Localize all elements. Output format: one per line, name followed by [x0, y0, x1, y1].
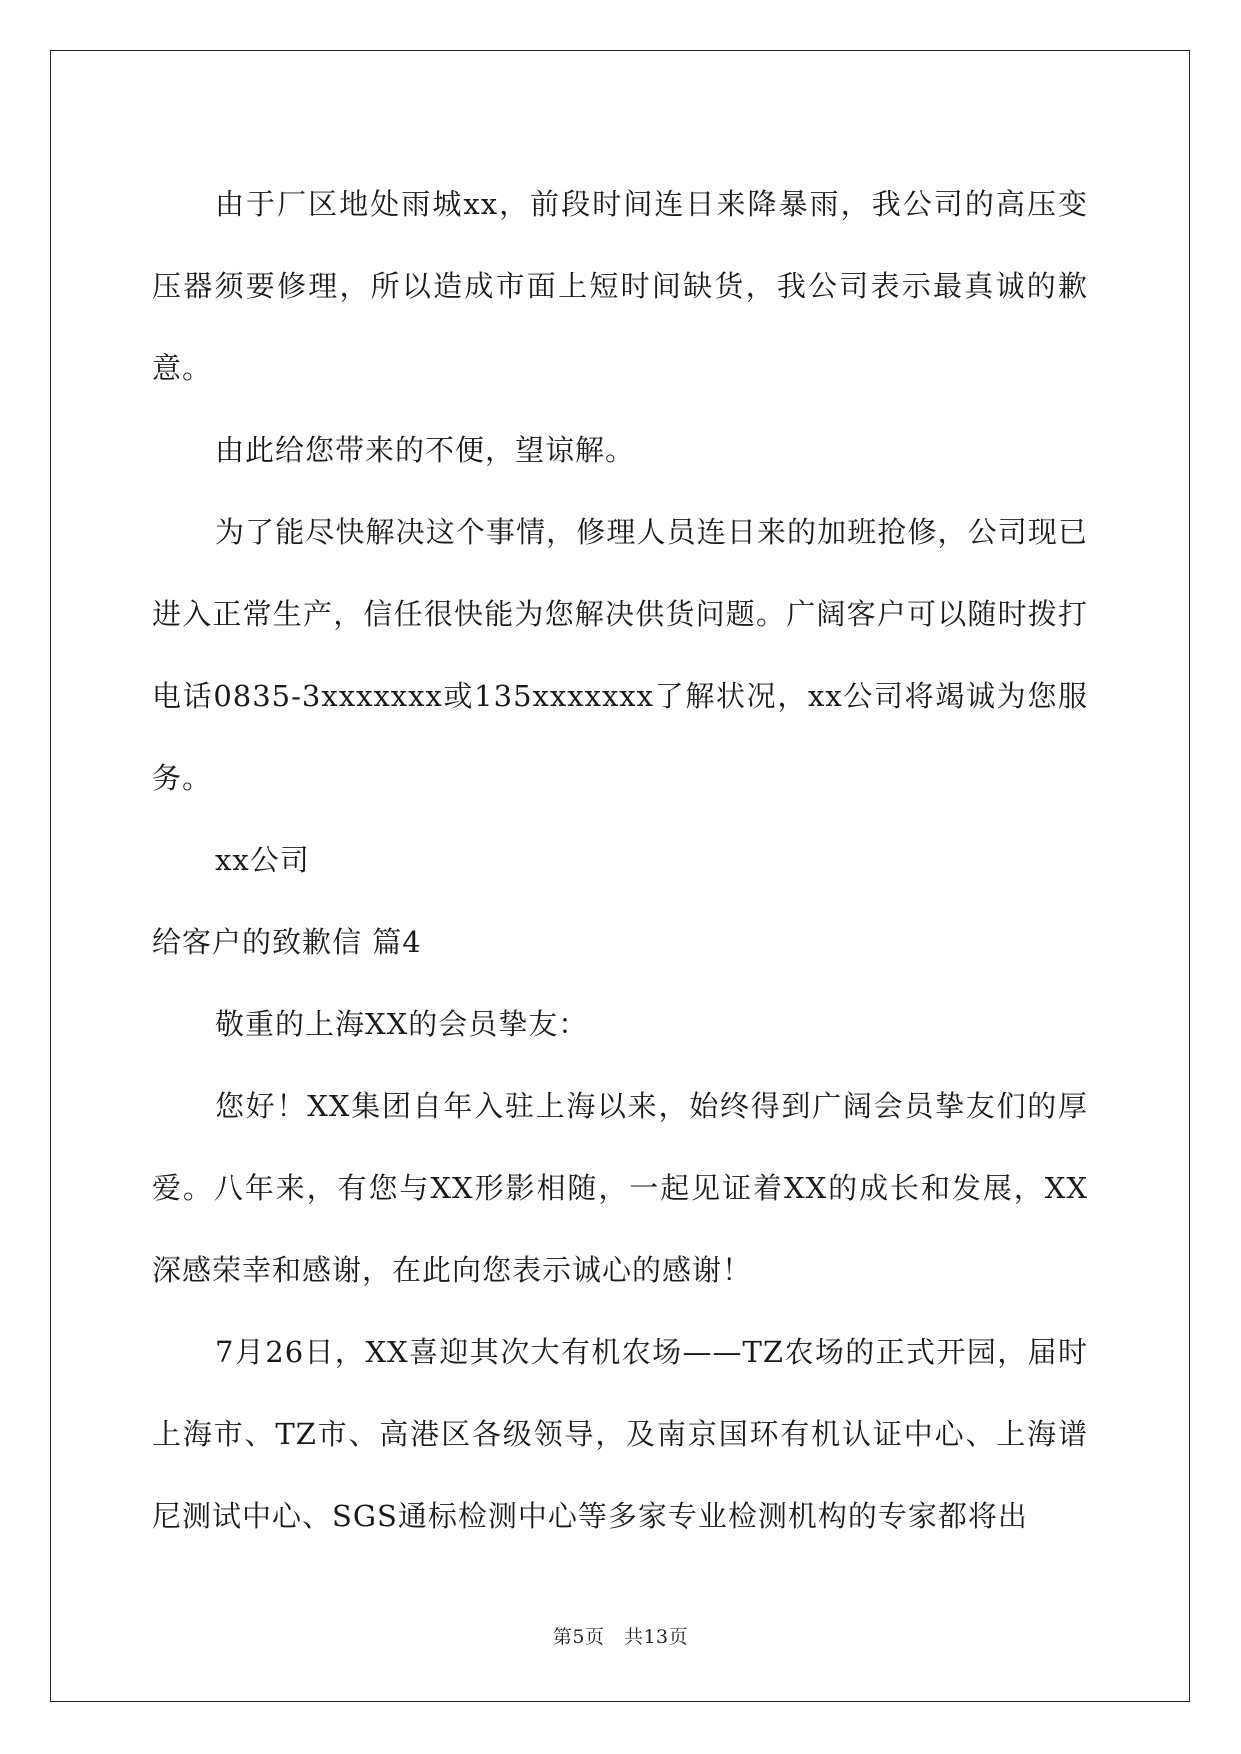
- greeting: 敬重的上海XX的会员挚友：: [215, 1007, 589, 1041]
- paragraph-2: 由此给您带来的不便，望谅解。: [215, 433, 636, 467]
- paragraph-5: 7月26日，XX喜迎其次大有机农场——TZ农场的正式开园，届时上海市、TZ市、高港区各级领导，及南京国环有机认证中心、上海谱尼测试中心、SGS通标检测中心等多家专业检测机构的专家都将出: [152, 1335, 1088, 1533]
- document-body: [152, 163, 1088, 1557]
- section-heading: 给客户的致歉信 篇4: [152, 925, 422, 959]
- paragraph-4: 您好！XX集团自年入驻上海以来，始终得到广阔会员挚友们的厚爱。八年来，有您与XX形影相随，一起见证着XX的成长和发展，XX深感荣幸和感谢，在此向您表示诚心的感谢！: [152, 1089, 1088, 1287]
- paragraph-3: 为了能尽快解决这个事情，修理人员连日来的加班抢修，公司现已进入正常生产，信任很快能为您解决供货问题。广阔客户可以随时拨打电话0835-3xxxxxxx或135xxxxxxx了解状况，xx公司将竭诚为您服务。: [152, 515, 1088, 795]
- signature-company: xx公司: [215, 843, 310, 877]
- paragraph-1: 由于厂区地处雨城xx，前段时间连日来降暴雨，我公司的高压变压器须要修理，所以造成市面上短时间缺货，我公司表示最真诚的歉意。: [152, 187, 1088, 385]
- page-number-footer: 第5页 共13页: [552, 1626, 689, 1648]
